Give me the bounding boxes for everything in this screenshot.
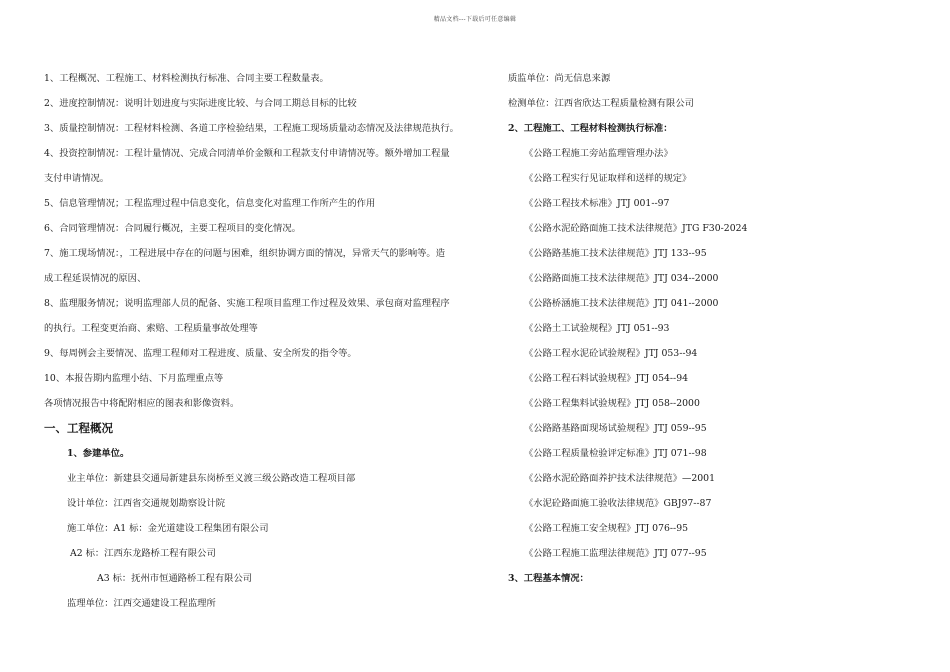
left-line-15: 一、工程概况 — [44, 421, 113, 435]
left-line-11: 的执行。工程变更治商、索赔、工程质量事故处理等 — [44, 323, 258, 334]
left-line-1: 1、工程概况、工程施工、材料检测执行标准、合同主要工程数量表。 — [44, 73, 329, 84]
right-line-12: 《公路工程水泥砼试验规程》JTJ 053--94 — [524, 348, 698, 359]
left-line-13: 10、本报告期内监理小结、下月监理重点等 — [44, 373, 224, 384]
left-line-6: 5、信息管理情况；工程监理过程中信息变化，信息变化对监理工作所产生的作用 — [44, 198, 376, 209]
right-line-19: 《公路工程施工安全规程》JTJ 076--95 — [524, 523, 689, 534]
left-line-22: 监理单位：江西交通建设工程监理所 — [67, 598, 216, 609]
left-line-19: 施工单位：A1 标：金光道建设工程集团有限公司 — [67, 523, 269, 534]
right-line-18: 《水泥砼路面施工验收法律规范》GBJ97--87 — [524, 498, 712, 509]
right-line-21: 3、工程基本情况： — [508, 573, 589, 584]
right-line-20: 《公路工程施工监理法律规范》JTJ 077--95 — [524, 548, 707, 559]
right-line-14: 《公路工程集料试验规程》JTJ 058--2000 — [524, 398, 700, 409]
page-header-note: 精品文档---下载后可任意编辑 — [433, 16, 517, 23]
right-line-11: 《公路土工试验规程》JTJ 051--93 — [524, 323, 670, 334]
left-line-2: 2、进度控制情况：说明计划进度与实际进度比较、与合同工期总目标的比较 — [44, 98, 357, 109]
right-line-15: 《公路路基路面现场试验规程》JTJ 059--95 — [524, 423, 707, 434]
left-line-3: 3、质量控制情况：工程材料检测、各道工序检验结果，工程施工现场质量动态情况及法律规范执行。 — [44, 123, 459, 134]
right-column — [508, 66, 908, 591]
left-line-9: 成工程延误情况的原因、 — [44, 273, 147, 284]
left-line-21: A3 标：抚州市恒通路桥工程有限公司 — [97, 573, 253, 584]
left-line-18: 设计单位：江西省交通规划勘察设计院 — [67, 498, 226, 509]
left-line-4: 4、投资控制情况：工程计量情况、完成合同清单价金额和工程款支付申请情况等。额外增加工程量 — [44, 148, 450, 159]
left-line-16: 1、参建单位。 — [67, 448, 130, 459]
left-line-17: 业主单位：新建县交通局新建县东岗桥至义渡三级公路改造工程项目部 — [67, 473, 356, 484]
right-line-7: 《公路水泥砼路面施工技术法律规范》JTG F30-2024 — [524, 223, 748, 234]
right-line-4: 《公路工程施工旁站监理管理办法》 — [524, 148, 673, 159]
left-column — [44, 66, 474, 616]
right-line-5: 《公路工程实行见证取样和送样的规定》 — [524, 173, 692, 184]
right-line-8: 《公路路基施工技术法律规范》JTJ 133--95 — [524, 248, 707, 259]
right-line-17: 《公路水泥砼路面养护技术法律规范》—2001 — [524, 473, 716, 484]
right-line-13: 《公路工程石料试验规程》JTJ 054--94 — [524, 373, 689, 384]
right-line-16: 《公路工程质量检验评定标准》JTJ 071--98 — [524, 448, 707, 459]
left-line-7: 6、合同管理情况：合同履行概况，主要工程项目的变化情况。 — [44, 223, 301, 234]
right-line-1: 质监单位：尚无信息来源 — [508, 73, 611, 84]
right-line-10: 《公路桥涵施工技术法律规范》JTJ 041--2000 — [524, 298, 719, 309]
left-line-20: A2 标：江西东龙路桥工程有限公司 — [70, 548, 216, 559]
right-line-6: 《公路工程技术标准》JTJ 001--97 — [524, 198, 670, 209]
right-line-3: 2、工程施工、工程材料检测执行标准： — [508, 123, 673, 134]
right-line-2: 检测单位：江西省欣达工程质量检测有限公司 — [508, 98, 694, 109]
left-line-10: 8、监理服务情况；说明监理部人员的配备、实施工程项目监理工作过程及效果、承包商对监理程序 — [44, 298, 450, 309]
left-line-8: 7、施工现场情况：，工程进展中存在的问题与困难，组织协调方面的情况，异常天气的影响等。造 — [44, 248, 446, 259]
left-line-12: 9、每周例会主要情况、监理工程师对工程进度、质量、安全所发的指令等。 — [44, 348, 357, 359]
left-line-14: 各项情况报告中将配附相应的图表和影像资料。 — [44, 398, 240, 409]
right-line-9: 《公路路面施工技术法律规范》JTJ 034--2000 — [524, 273, 719, 284]
left-line-5: 支付申请情况。 — [44, 173, 110, 184]
